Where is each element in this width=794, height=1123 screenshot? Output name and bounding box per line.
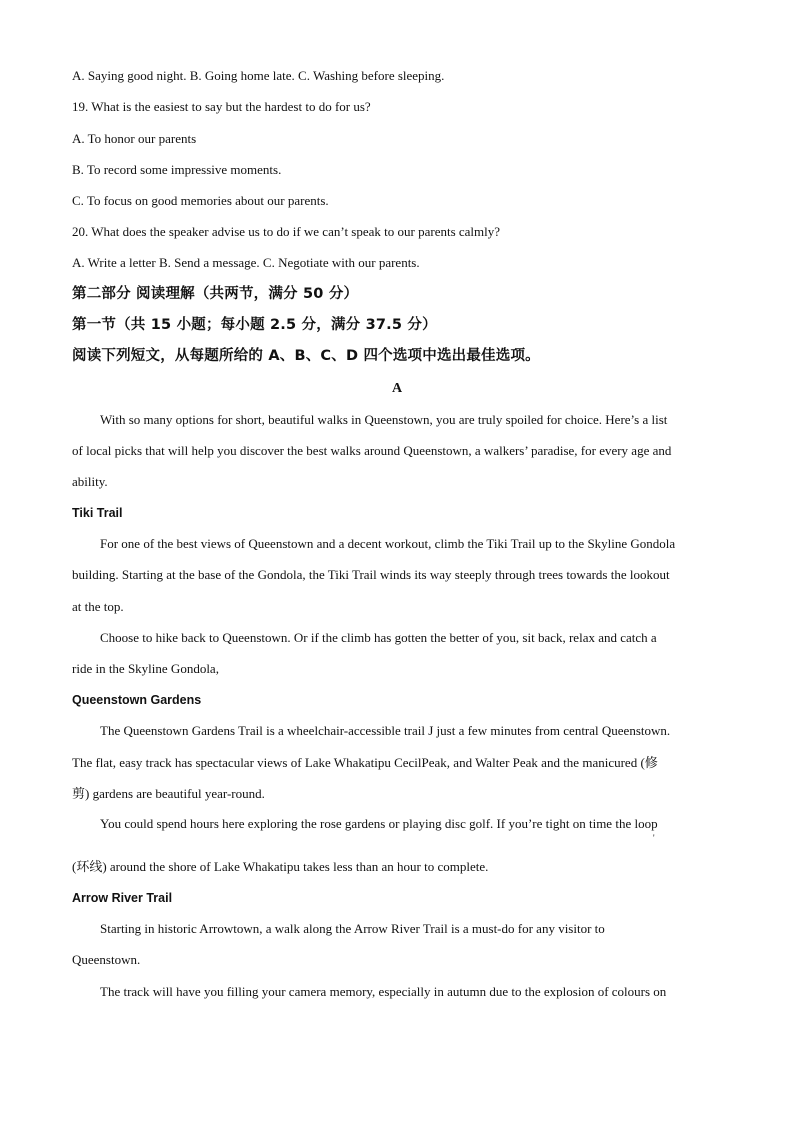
arrow-line-2: Queenstown. [72,952,141,967]
heading-queenstown-gardens: Queenstown Gardens [72,693,202,707]
gardens-line-3: 剪) gardens are beautiful year-round. [72,786,265,801]
gardens-line-2: The flat, easy track has spectacular views of Lake Whakatipu CecilPeak, and Walter Peak and the manicured (修 [72,755,658,770]
tiki-line-3: at the top. [72,599,124,614]
tiki-line-4: Choose to hike back to Queenstown. Or if the climb has gotten the better of you, sit back, relax and catch a [100,630,657,645]
gardens-line-5: (环线) around the shore of Lake Whakatipu takes less than an hour to complete. [72,859,489,874]
arrow-line-3: The track will have you filling your camera memory, especially in autumn due to the explosion of colours on [100,984,667,999]
q20-options: A. Write a letter B. Send a message. C. Negotiate with our parents. [72,255,420,270]
heading-arrow-river-trail: Arrow River Trail [72,891,173,905]
arrow-line-1: Starting in historic Arrowtown, a walk along the Arrow River Trail is a must-do for any visitor to [100,921,605,936]
q19-option-c: C. To focus on good memories about our parents. [72,193,329,208]
stray-mark: ' [653,833,655,843]
q19-option-a: A. To honor our parents [72,131,197,146]
part-two-title: 第二部分 阅读理解（共两节，满分 50 分） [72,286,359,302]
gardens-line-4: You could spend hours here exploring the rose gardens or playing disc golf. If you’re tight on time the loop [100,816,658,831]
question-20: 20. What does the speaker advise us to do if we can’t speak to our parents calmly? [72,224,501,239]
tiki-line-1: For one of the best views of Queenstown and a decent workout, climb the Tiki Trail up to the Skyline Gondola [100,536,676,551]
intro-line-3: ability. [72,474,108,489]
section-one-title: 第一节（共 15 小题；每小题 2.5 分，满分 37.5 分） [72,317,437,333]
passage-letter: A [391,381,403,396]
intro-line-1: With so many options for short, beautiful walks in Queenstown, you are truly spoiled for choice. Here’s a list [100,412,668,427]
q18-options: A. Saying good night. B. Going home late. C. Washing before sleeping. [72,68,445,83]
tiki-line-2: building. Starting at the base of the Gondola, the Tiki Trail winds its way steeply through trees towards the lookout [72,567,670,582]
question-19: 19. What is the easiest to say but the hardest to do for us? [72,99,371,114]
gardens-line-1: The Queenstown Gardens Trail is a wheelchair-accessible trail J just a few minutes from central Queenstown. [100,723,671,738]
q19-option-b: B. To record some impressive moments. [72,162,282,177]
tiki-line-5: ride in the Skyline Gondola, [72,661,219,676]
instruction-text: 阅读下列短文，从每题所给的 A、B、C、D 四个选项中选出最佳选项。 [72,348,540,364]
heading-tiki-trail: Tiki Trail [72,506,123,520]
intro-line-2: of local picks that will help you discover the best walks around Queenstown, a walkers’ paradise, for every age and [72,443,672,458]
